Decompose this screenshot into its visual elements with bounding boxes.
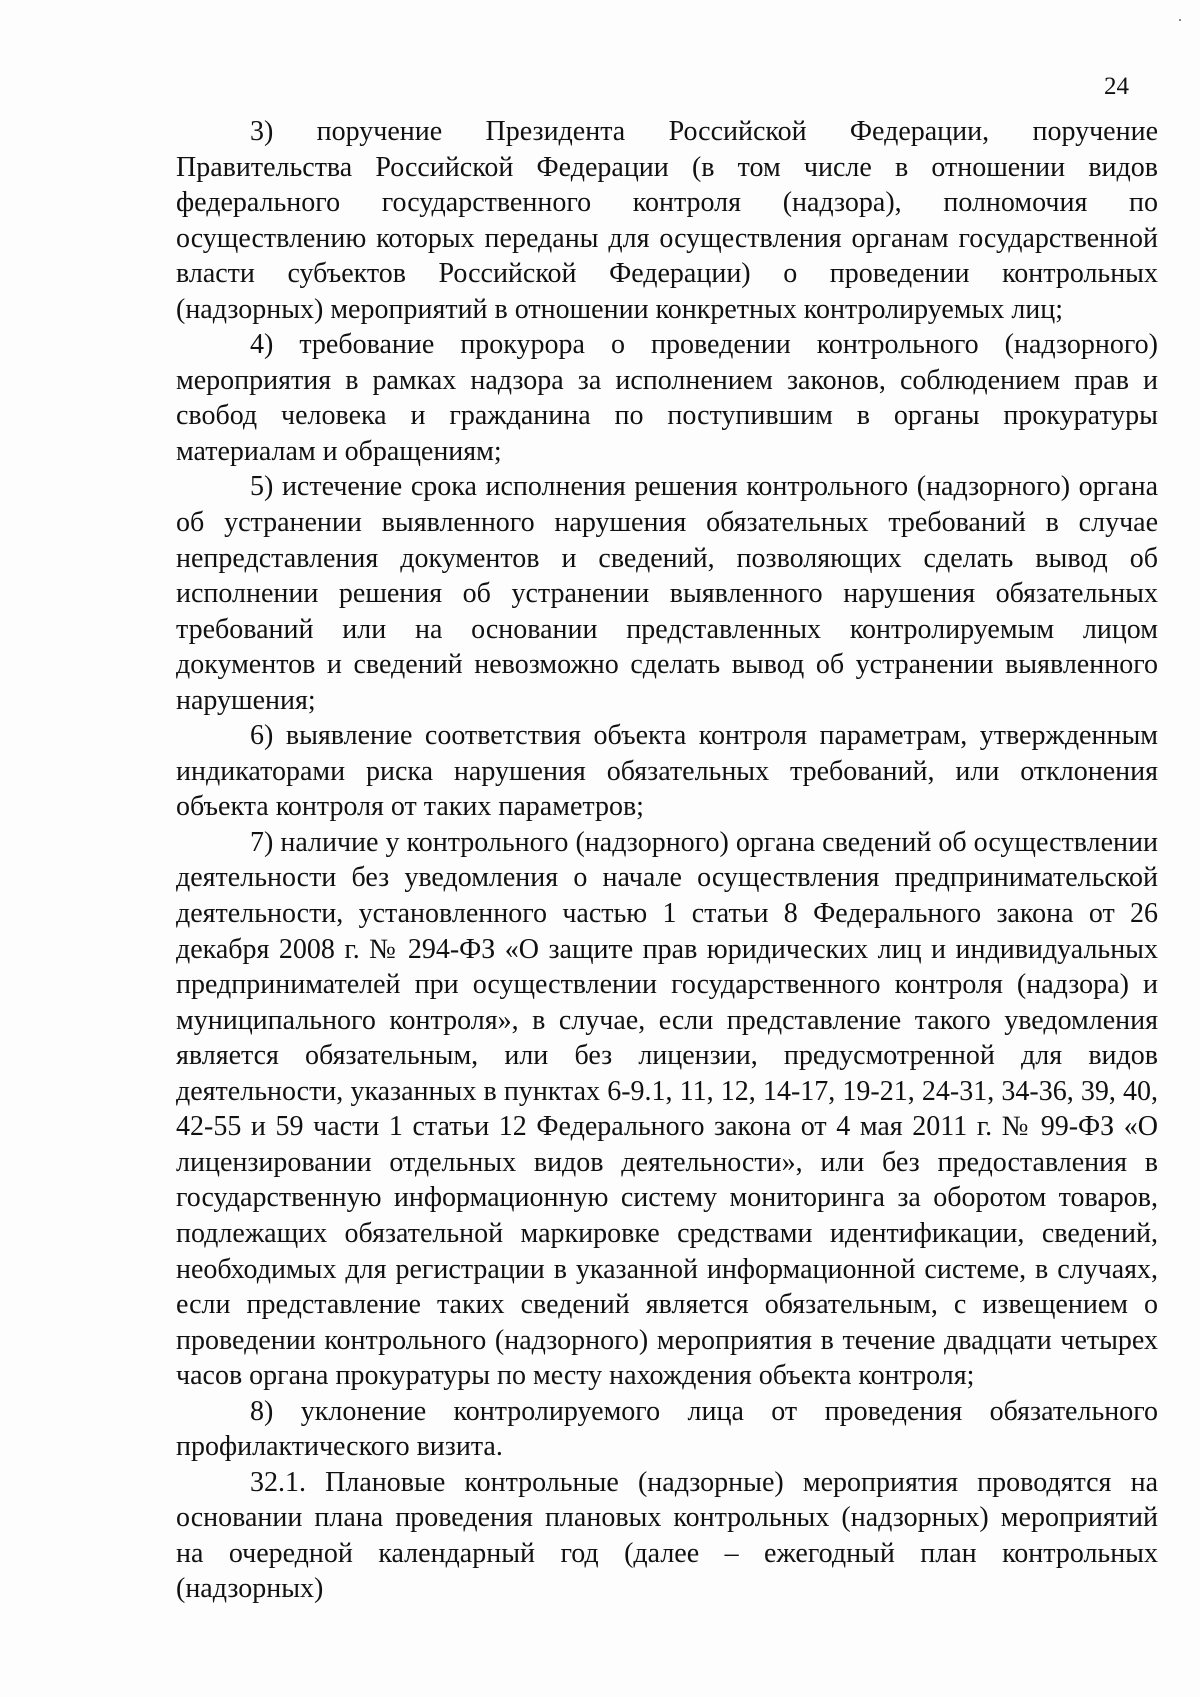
paragraph-item-8: 8) уклонение контролируемого лица от проведения обязательного профилактического визита.: [176, 1395, 1158, 1463]
paragraph-item-5: 5) истечение срока исполнения решения контрольного (надзорного) органа об устранении выявленного нарушения обязательных требований в случае непредставления документов и сведений, позволяющих сделать вывод об исполнении решения об устранении выявленного нарушения обязательных требований или на основании представленных контролируемым лицом документов и сведений невозможно сделать вывод об устранении выявленного нарушения;: [176, 471, 1158, 716]
scan-edge-mark: .: [1178, 8, 1182, 25]
paragraph-item-6: 6) выявление соответствия объекта контроля параметрам, утвержденным индикаторами риска нарушения обязательных требований, или отклонения объекта контроля от таких параметров;: [176, 720, 1158, 823]
page-number: 24: [1104, 73, 1129, 100]
paragraph-item-4: 4) требование прокурора о проведении контрольного (надзорного) мероприятия в рамках надзора за исполнением законов, соблюдением прав и свобод человека и гражданина по поступившим в органы прокуратуры материалам и обращениям;: [176, 329, 1158, 467]
paragraph-item-3: 3) поручение Президента Российской Федерации, поручение Правительства Российской Федерации (в том числе в отношении видов федерального государственного контроля (надзора), полномочия по осуществлению которых переданы для осуществления органам государственной власти субъектов Российской Федерации) о проведении контрольных (надзорных) мероприятий в отношении конкретных контролируемых лиц;: [176, 116, 1158, 325]
paragraph-item-7: 7) наличие у контрольного (надзорного) органа сведений об осуществлении деятельности без уведомления о начале осуществления предпринимательской деятельности, установленного частью 1 статьи 8 Федерального закона от 26 декабря 2008 г. № 294-ФЗ «О защите прав юридических лиц и индивидуальных предпринимателей при осуществлении государственного контроля (надзора) и муниципального контроля», в случае, если представление такого уведомления является обязательным, или без лицензии, предусмотренной для видов деятельности, указанных в пунктах 6-9.1, 11, 12, 14-17, 19-21, 24-31, 34-36, 39, 40, 42-55 и 59 части 1 статьи 12 Федерального закона от 4 мая 2011 г. № 99-ФЗ «О лицензировании отдельных видов деятельности», или без предоставления в государственную информационную систему мониторинга за оборотом товаров, подлежащих обязательной маркировке средствами идентификации, сведений, необходимых для регистрации в указанной информационной системе, в случаях, если представление таких сведений является обязательным, с извещением о проведении контрольного (надзорного) мероприятия в течение двадцати четырех часов органа прокуратуры по месту нахождения объекта контроля;: [176, 826, 1158, 1392]
document-body: [176, 114, 1158, 1607]
paragraph-section-32-1: 32.1. Плановые контрольные (надзорные) мероприятия проводятся на основании плана проведения плановых контрольных (надзорных) мероприятий на очередной календарный год (далее – ежегодный план контрольных (надзорных): [176, 1466, 1158, 1605]
